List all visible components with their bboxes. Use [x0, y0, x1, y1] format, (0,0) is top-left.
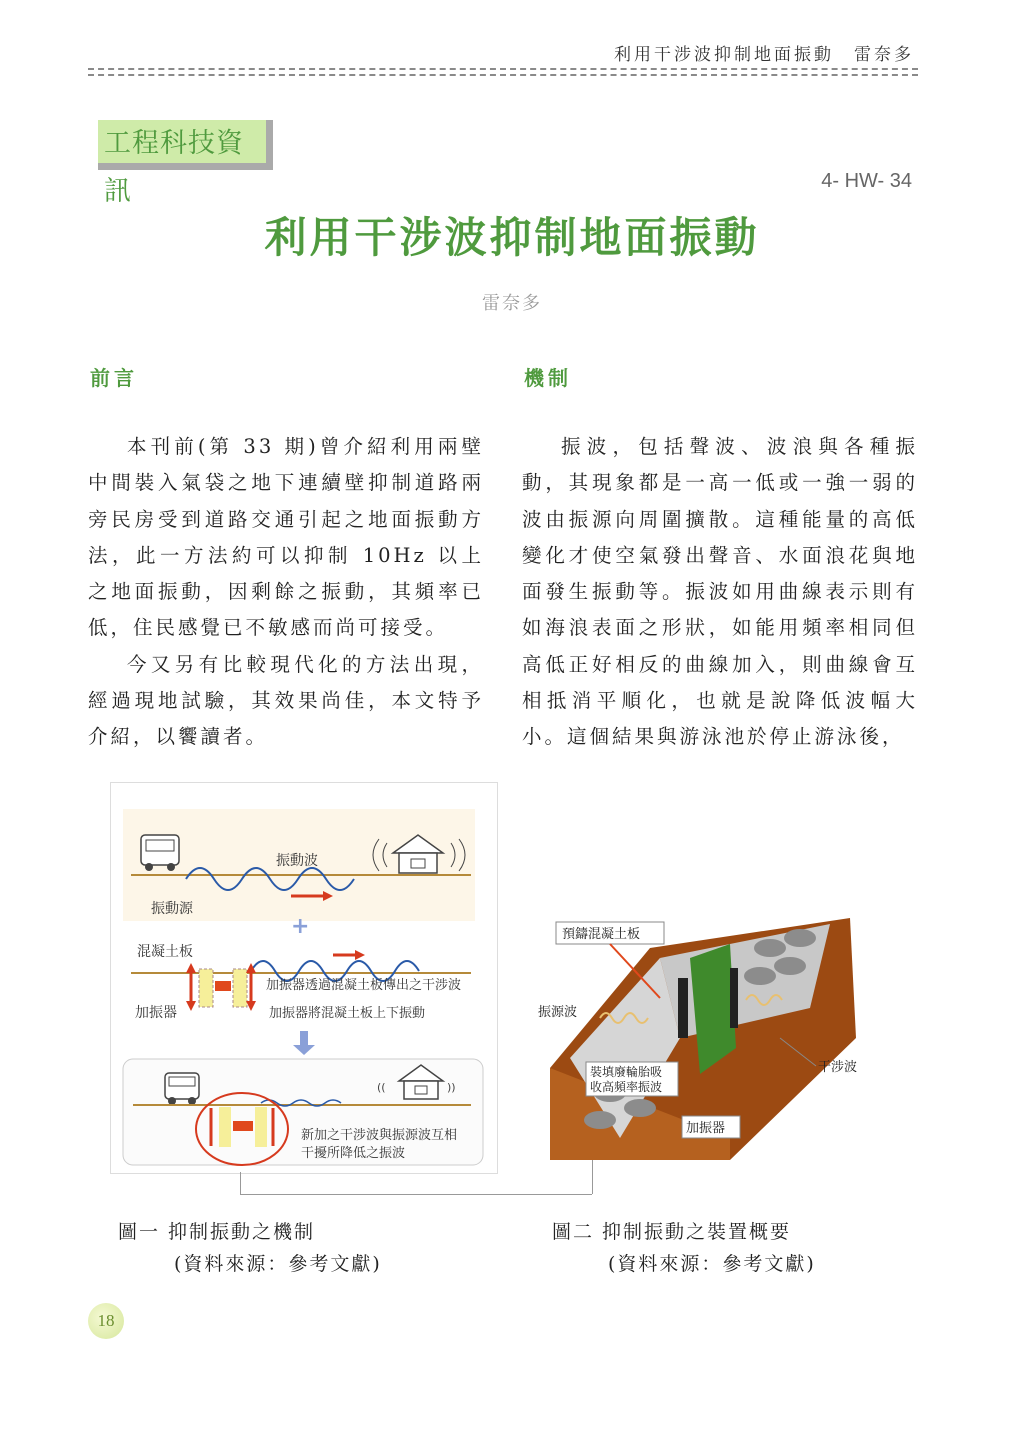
truck-icon — [141, 835, 179, 871]
exciter-label-2: 加振器 — [686, 1121, 726, 1136]
mechanism-text — [522, 429, 918, 756]
precast-label: 預鑄混凝土板 — [562, 927, 641, 942]
author: 雷奈多 — [482, 293, 542, 314]
section-heading-intro: 前言 — [90, 366, 138, 390]
interference-label: 干涉波 — [818, 1060, 858, 1075]
connector — [240, 1194, 592, 1195]
figure-2-caption — [552, 1216, 816, 1280]
figure-1-caption — [118, 1216, 382, 1280]
category-label: 工程科技資訊 — [104, 128, 244, 207]
svg-text:)): )) — [447, 1081, 456, 1094]
connector — [240, 1172, 241, 1194]
vibration-wave-label: 振動波 — [276, 853, 318, 869]
exciter-vibrate-label: 加振器將混凝土板上下振動 — [269, 1006, 426, 1021]
article-title: 利用干涉波抑制地面振動 — [264, 213, 760, 262]
category-badge — [98, 120, 273, 207]
figure-2 — [510, 888, 896, 1160]
page-number: 18 — [88, 1303, 124, 1339]
result-label-2: 干擾所降低之振波 — [301, 1146, 406, 1161]
section-heading-mechanism: 機制 — [524, 366, 572, 390]
exciter-label: 加振器 — [135, 1005, 177, 1021]
caption-title: 圖一 抑制振動之機制 — [118, 1221, 316, 1243]
paragraph: 振波，包括聲波、波浪與各種振動，其現象都是一高一低或一強一弱的波由振源向周圍擴散。這種能量的高低變化才使空氣發出聲音、水面浪花與地面發生振動等。振波如用曲線表示則有如海浪表面之形狀，如能用頻率相同但高低正好相反的曲線加入，則曲線會互相抵消平順化，也就是說降低波幅大小。這個結果與游泳池於停止游泳後， — [522, 435, 918, 749]
connector — [592, 1160, 593, 1194]
intro-text — [88, 429, 484, 756]
source-wave-label: 振源波 — [538, 1005, 578, 1020]
svg-text:+: + — [291, 914, 310, 939]
caption-title: 圖二 抑制振動之裝置概要 — [552, 1221, 792, 1243]
vibration-source-label: 振動源 — [151, 901, 193, 917]
tire-label-2: 收高頻率振波 — [590, 1080, 663, 1094]
running-header: 利用干涉波抑制地面振動 雷奈多 — [614, 45, 914, 65]
header-divider — [88, 68, 918, 70]
paragraph: 今又另有比較現代化的方法出現，經過現地試驗，其效果尚佳，本文特予介紹，以饗讀者。 — [88, 652, 484, 749]
figure-1 — [110, 782, 498, 1174]
tire-label-1: 裝填廢輪胎吸 — [590, 1065, 663, 1079]
header-divider-2 — [88, 74, 918, 76]
caption-source: (資料來源：參考文獻) — [608, 1253, 816, 1275]
exciter-interference-label: 加振器透過混凝土板傳出之干涉波 — [266, 978, 462, 993]
result-label-1: 新加之干涉波與振源波互相 — [301, 1128, 458, 1143]
caption-source: (資料來源：參考文獻) — [174, 1253, 382, 1275]
paragraph: 本刊前(第 33 期)曾介紹利用兩壁中間裝入氣袋之地下連續壁抑制道路兩旁民房受到道路交通引起之地面振動方法，此一方法約可以抑制 10Hz 以上之地面振動，因剩餘之振動，其頻率已低，住民感覺已不敏感而尚可接受。 — [88, 435, 484, 640]
concrete-slab-label: 混凝土板 — [137, 944, 193, 960]
document-code: 4- HW- 34 — [821, 170, 912, 192]
svg-text:((: (( — [377, 1081, 386, 1094]
